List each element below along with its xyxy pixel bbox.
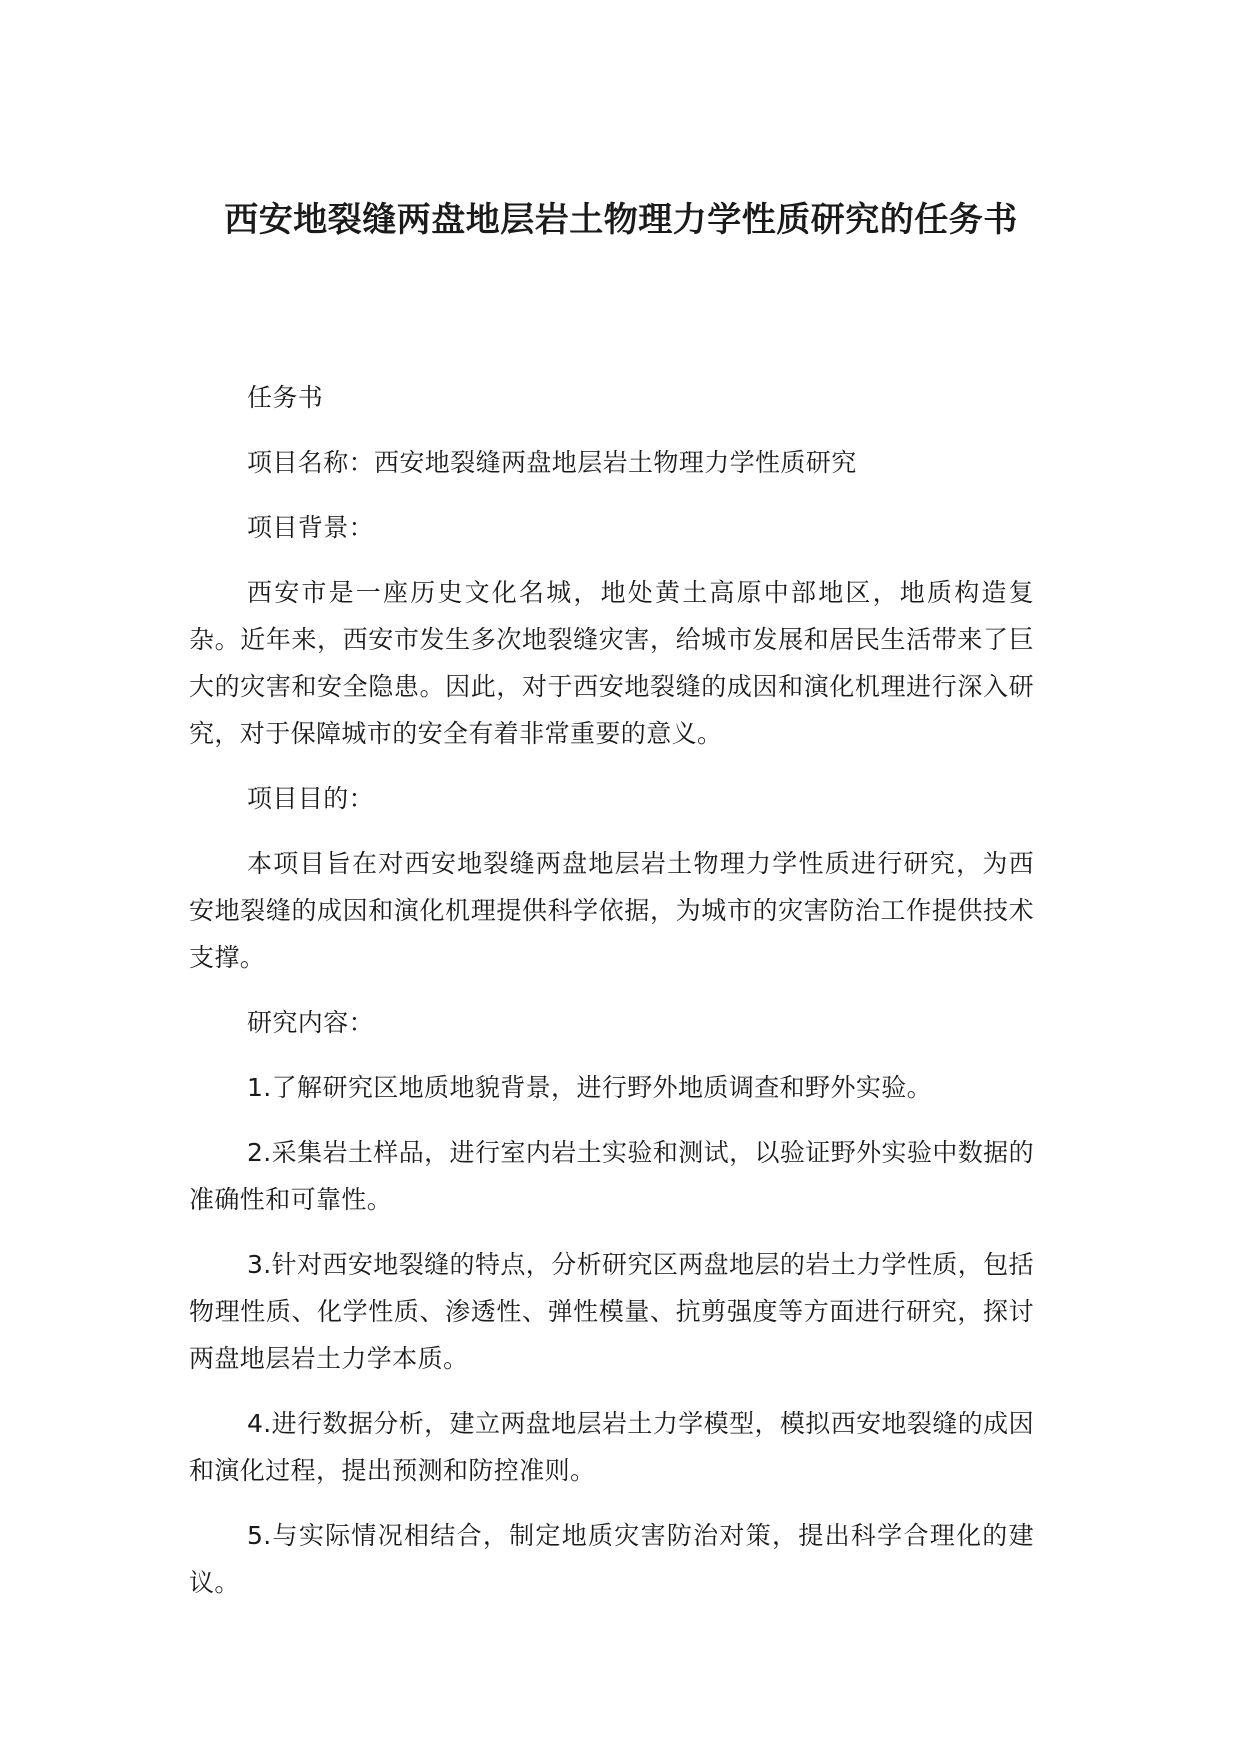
document-title: 西安地裂缝两盘地层岩土物理力学性质研究的任务书 <box>224 200 1018 240</box>
heading-task-book: 任务书 <box>247 383 324 412</box>
section-label-research-content: 研究内容： <box>247 1008 375 1037</box>
purpose-paragraph: 本项目旨在对西安地裂缝两盘地层岩土物理力学性质进行研究，为西安地裂缝的成因和演化机理提供科学依据，为城市的灾害防治工作提供技术支撑。 <box>189 849 1034 972</box>
research-item-3: 3.针对西安地裂缝的特点，分析研究区两盘地层的岩土力学性质，包括物理性质、化学性质、渗透性、弹性模量、抗剪强度等方面进行研究，探讨两盘地层岩土力学本质。 <box>189 1250 1034 1373</box>
research-item-2: 2.采集岩土样品，进行室内岩土实验和测试，以验证野外实验中数据的准确性和可靠性。 <box>189 1138 1034 1214</box>
research-item-5: 5.与实际情况相结合，制定地质灾害防治对策，提出科学合理化的建议。 <box>189 1521 1034 1597</box>
background-paragraph: 西安市是一座历史文化名城，地处黄土高原中部地区，地质构造复杂。近年来，西安市发生多次地裂缝灾害，给城市发展和居民生活带来了巨大的灾害和安全隐患。因此，对于西安地裂缝的成因和演化机理进行深入研究，对于保障城市的安全有着非常重要的意义。 <box>189 578 1034 748</box>
document-body <box>189 374 1034 1624</box>
section-label-purpose: 项目目的： <box>247 784 375 813</box>
research-item-4: 4.进行数据分析，建立两盘地层岩土力学模型，模拟西安地裂缝的成因和演化过程，提出预测和防控准则。 <box>189 1409 1034 1485</box>
section-label-background: 项目背景： <box>247 513 375 542</box>
project-name-line: 项目名称：西安地裂缝两盘地层岩土物理力学性质研究 <box>247 448 857 477</box>
research-item-1: 1.了解研究区地质地貌背景，进行野外地质调查和野外实验。 <box>247 1073 933 1102</box>
